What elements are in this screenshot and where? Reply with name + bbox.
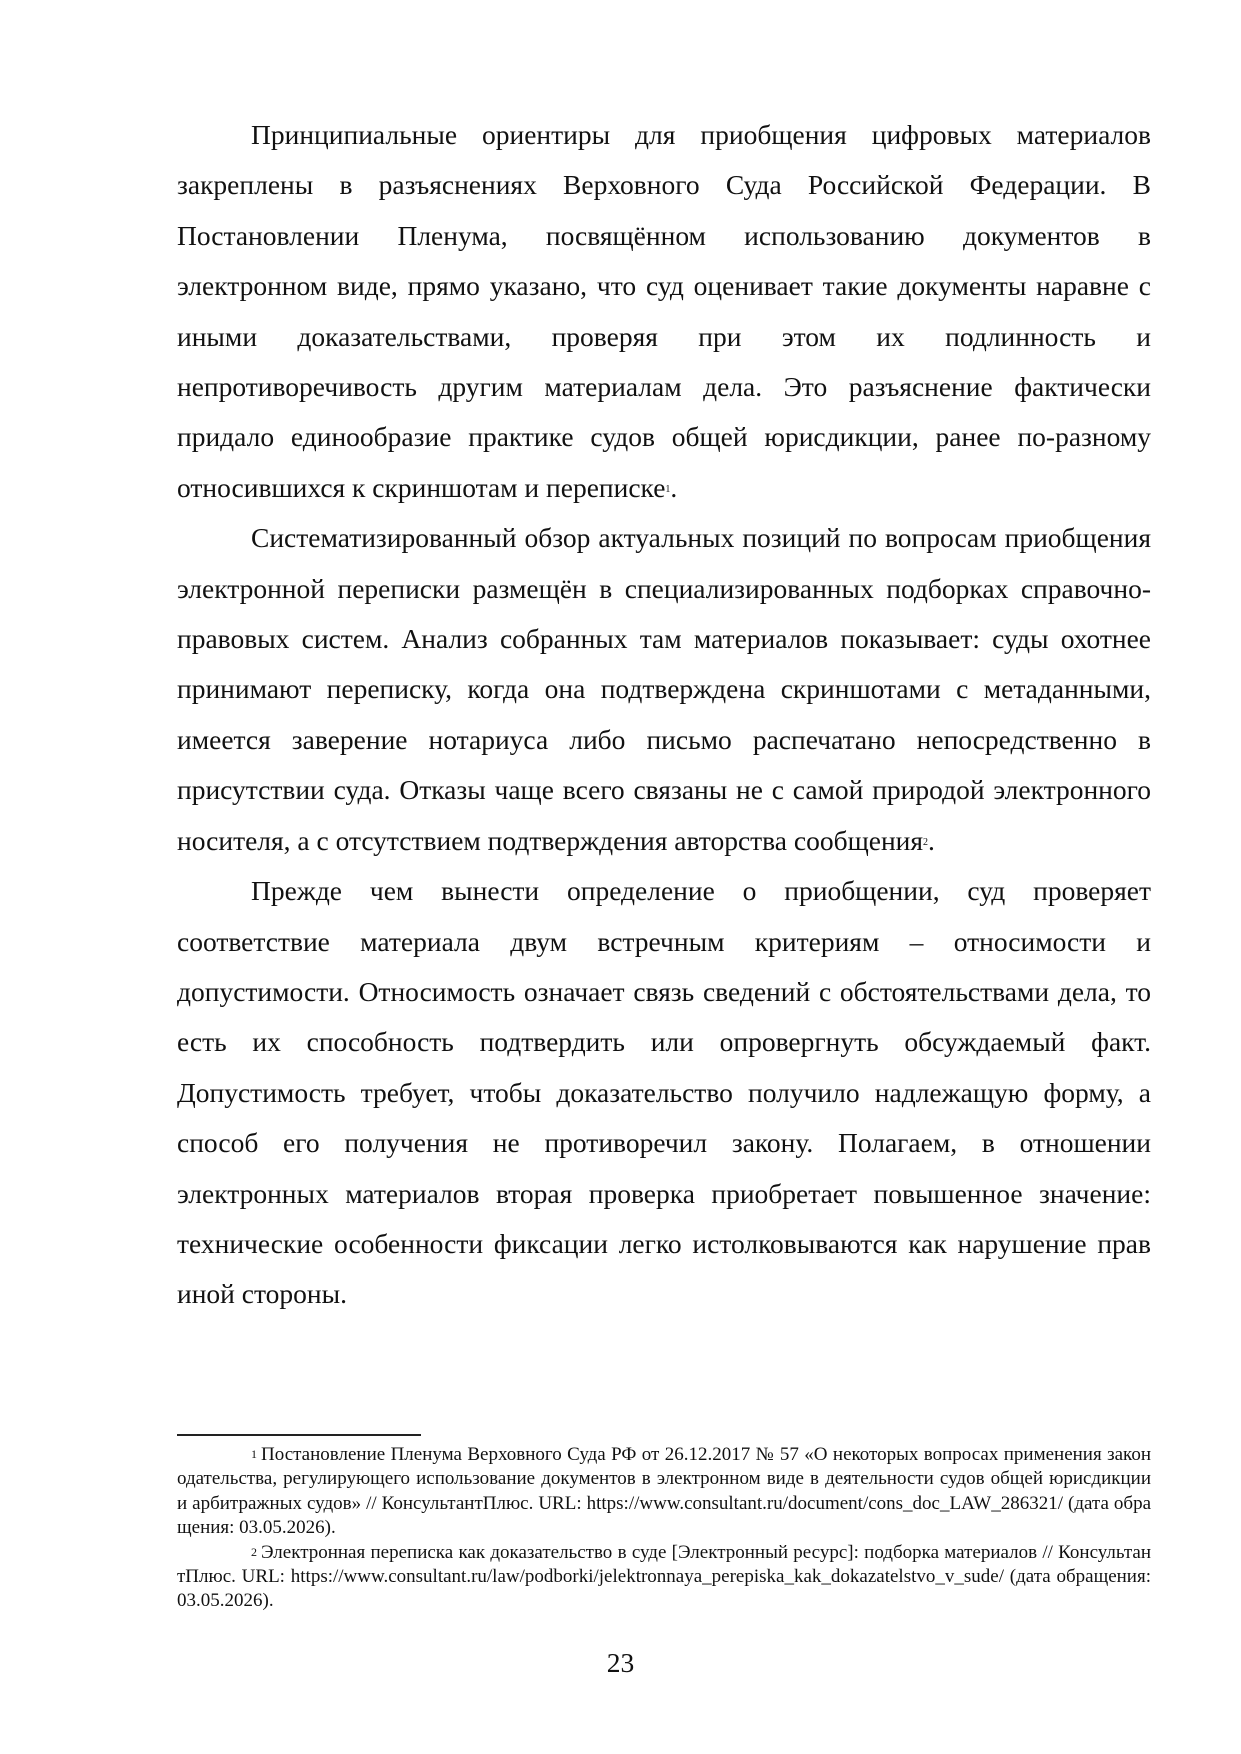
paragraph-3-text: Прежде чем вынести определение о приобщении, суд проверяет соответствие материала двум встречным критериям – относимости и допустимости. Относимость означает связь сведений с обстоятельствами дела, то есть их способность подтвердить или опровергнуть обсуждаемый факт. Допустимость требует, чтобы доказательство получило надлежащую форму, а способ его получения не противоречил закону. Полагаем, в отношении электронных материалов вторая проверка приобретает повышенное значение: технические особенности фиксации легко истолковываются как нарушение прав иной стороны. — [177, 875, 1151, 1310]
footnote-separator — [177, 1434, 421, 1436]
main-text — [177, 110, 1151, 1320]
footnote-1-text: Постановление Пленума Верховного Суда РФ от 26.12.2017 № 57 «О некоторых вопросах применения законодательства, регулирующего использование документов в электронном виде в деятельности судов общей юрисдикции и арбитражных судов» // КонсультантПлюс. URL: https://www.consultant.ru/document/cons_doc_LAW_286321/ (дата обращения: 03.05.2026). — [177, 1444, 1151, 1539]
footnote-2-number: 2 — [251, 1544, 257, 1559]
footnotes — [177, 1443, 1151, 1614]
footnote-2-text: Электронная переписка как доказательство в суде [Электронный ресурс]: подборка материалов // КонсультантПлюс. URL: https://www.consultant.ru/law/podborki/jelektronnaya_perepiska_kak_dokazatelstvo_v_sude/ (дата обращения: 03.05.2026). — [177, 1541, 1151, 1612]
paragraph-1-text: Принципиальные ориентиры для приобщения цифровых материалов закреплены в разъяснениях Верховного Суда Российской Федерации. В Постановлении Пленума, посвящённом использованию документов в электронном виде, прямо указано, что суд оценивает такие документы наравне с иными доказательствами, проверяя при этом их подлинность и непротиворечивость другим материалам дела. Это разъяснение фактически придало единообразие практике судов общей юрисдикции, ранее по-разному относившихся к скриншотам и переписке — [177, 119, 1151, 503]
page-number: 23 — [606, 1647, 635, 1678]
footnote-1-number: 1 — [251, 1447, 257, 1461]
footnote-ref-1[interactable]: 1 — [665, 483, 671, 495]
paragraph-1 — [177, 110, 1151, 513]
footnote-1 — [177, 1443, 1151, 1541]
paragraph-1-end: . — [670, 471, 678, 503]
paragraph-3 — [177, 866, 1151, 1320]
footnote-2 — [177, 1541, 1151, 1614]
paragraph-2-end: . — [928, 824, 935, 856]
paragraph-2-text: Систематизированный обзор актуальных позиций по вопросам приобщения электронной переписки размещён в специализированных подборках справочно-правовых систем. Анализ собранных там материалов показывает: суды охотнее принимают переписку, когда она подтверждена скриншотами с метаданными, имеется заверение нотариуса либо письмо распечатано непосредственно в присутствии суда. Отказы чаще всего связаны не с самой природой электронного носителя, а с отсутствием подтверждения авторства сообщения — [177, 522, 1151, 856]
paragraph-2 — [177, 513, 1151, 866]
footnote-ref-2[interactable]: 2 — [923, 836, 929, 848]
